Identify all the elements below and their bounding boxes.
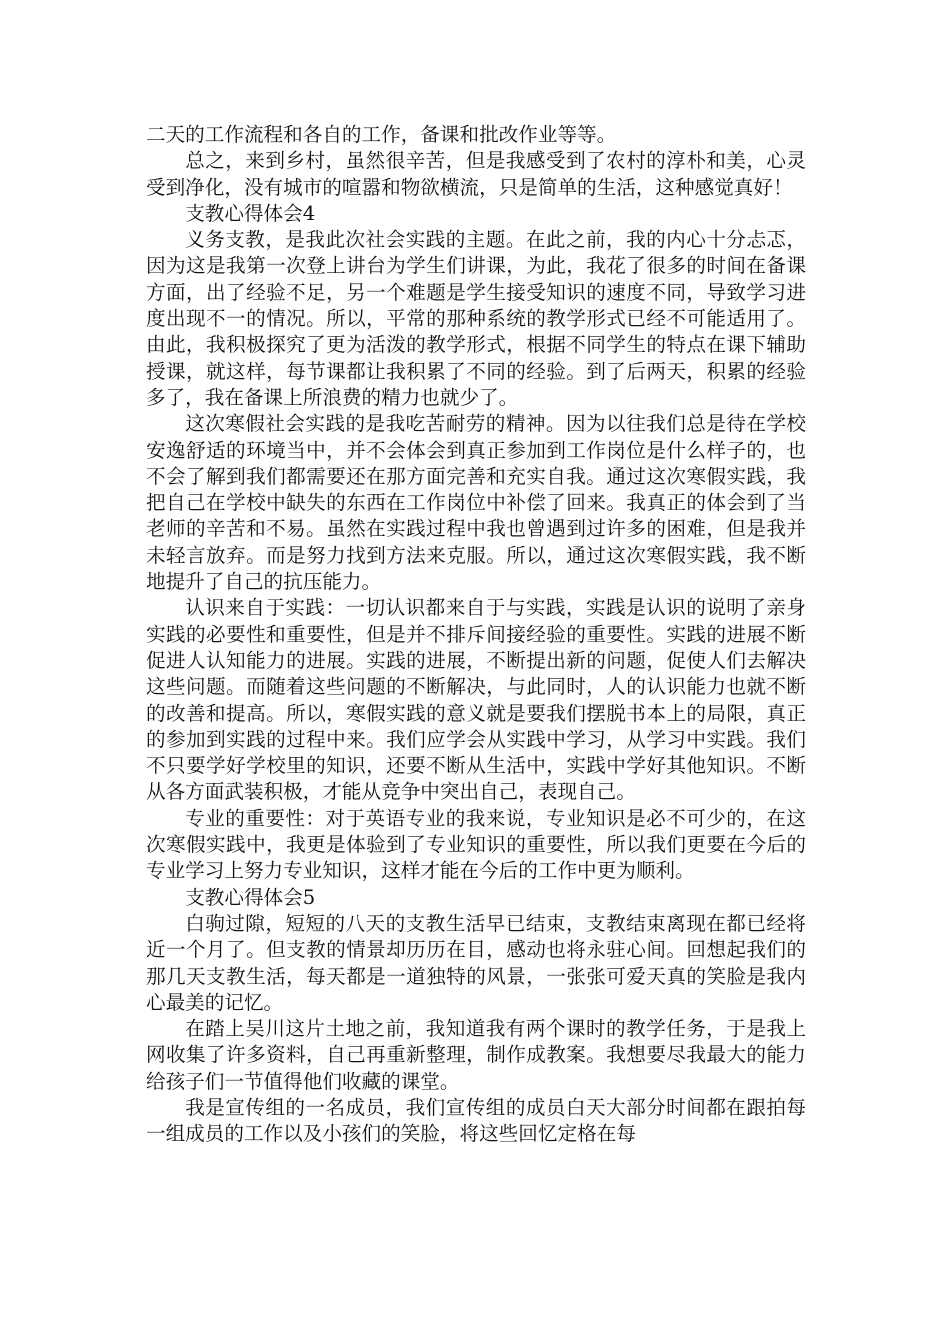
paragraph-teaching-theme: 义务支教，是我此次社会实践的主题。在此之前，我的内心十分忐忑，因为这是我第一次登上讲台为学生们讲课，为此，我花了很多的时间在备课方面，出了经验不足，另一个难题是学生接受知识的速度不同，导致学习进度出现不一的情况。所以，平常的那种系统的教学形式已经不可能适用了。由此，我积极探究了更为活泼的教学形式，根据不同学生的特点在课下辅助授课，就这样，每节课都让我积累了不同的经验。到了后两天，积累的经验多了，我在备课上所浪费的精力也就少了。	[146, 228, 806, 409]
paragraph-time-flies: 白驹过隙，短短的八天的支教生活早已结束，支教结束离现在都已经将近一个月了。但支教的情景却历历在目，感动也将永驻心间。回想起我们的那几天支教生活，每天都是一道独特的风景，一张张可爱天真的笑脸是我内心最美的记忆。	[146, 911, 806, 1014]
paragraph-practice-knowledge: 认识来自于实践：一切认识都来自于与实践，实践是认识的说明了亲身实践的必要性和重要性，但是并不排斥间接经验的重要性。实践的进展不断促进人认知能力的进展。实践的进展，不断提出新的问题，促使人们去解决这些问题。而随着这些问题的不断解决，与此同时，人的认识能力也就不断的改善和提高。所以，寒假实践的意义就是要我们摆脱书本上的局限，真正的参加到实践的过程中来。我们应学会从实践中学习，从学习中实践。我们不只要学好学校里的知识，还要不断从生活中，实践中学好其他知识。不断从各方面武装积极，才能从竞争中突出自己，表现自己。	[146, 596, 806, 804]
paragraph-publicity-group: 我是宣传组的一名成员，我们宣传组的成员白天大部分时间都在跟拍每一组成员的工作以及小孩们的笑脸，将这些回忆定格在每	[146, 1095, 806, 1146]
paragraph-summary: 总之，来到乡村，虽然很辛苦，但是我感受到了农村的淳朴和美，心灵受到净化，没有城市的喧嚣和物欲横流，只是简单的生活，这种感觉真好！	[146, 149, 806, 199]
section-heading-4: 支教心得体会4	[185, 201, 316, 225]
paragraph-hardwork: 这次寒假社会实践的是我吃苦耐劳的精神。因为以往我们总是待在学校安逸舒适的环境当中，并不会体会到真正参加到工作岗位是什么样子的，也不会了解到我们都需要还在那方面完善和充实自我。通过这次寒假实践，我把自己在学校中缺失的东西在工作岗位中补偿了回来。我真正的体会到了当老师的辛苦和不易。虽然在实践过程中我也曾遇到过许多的困难，但是我并未轻言放弃。而是努力找到方法来克服。所以，通过这次寒假实践，我不断地提升了自己的抗压能力。	[146, 412, 806, 594]
paragraph-major-importance: 专业的重要性：对于英语专业的我来说，专业知识是必不可少的，在这次寒假实践中，我更是体验到了专业知识的重要性，所以我们更要在今后的专业学习上努力专业知识，这样才能在今后的工作中更为顺利。	[146, 806, 806, 883]
document-page	[146, 122, 806, 1148]
section-heading-5: 支教心得体会5	[185, 885, 316, 909]
paragraph-continuation: 二天的工作流程和各自的工作，备课和批改作业等等。	[146, 123, 617, 146]
paragraph-wuchuan: 在踏上吴川这片土地之前，我知道我有两个课时的教学任务，于是我上网收集了许多资料，自己再重新整理，制作成教案。我想要尽我最大的能力给孩子们一节值得他们收藏的课堂。	[146, 1017, 806, 1093]
